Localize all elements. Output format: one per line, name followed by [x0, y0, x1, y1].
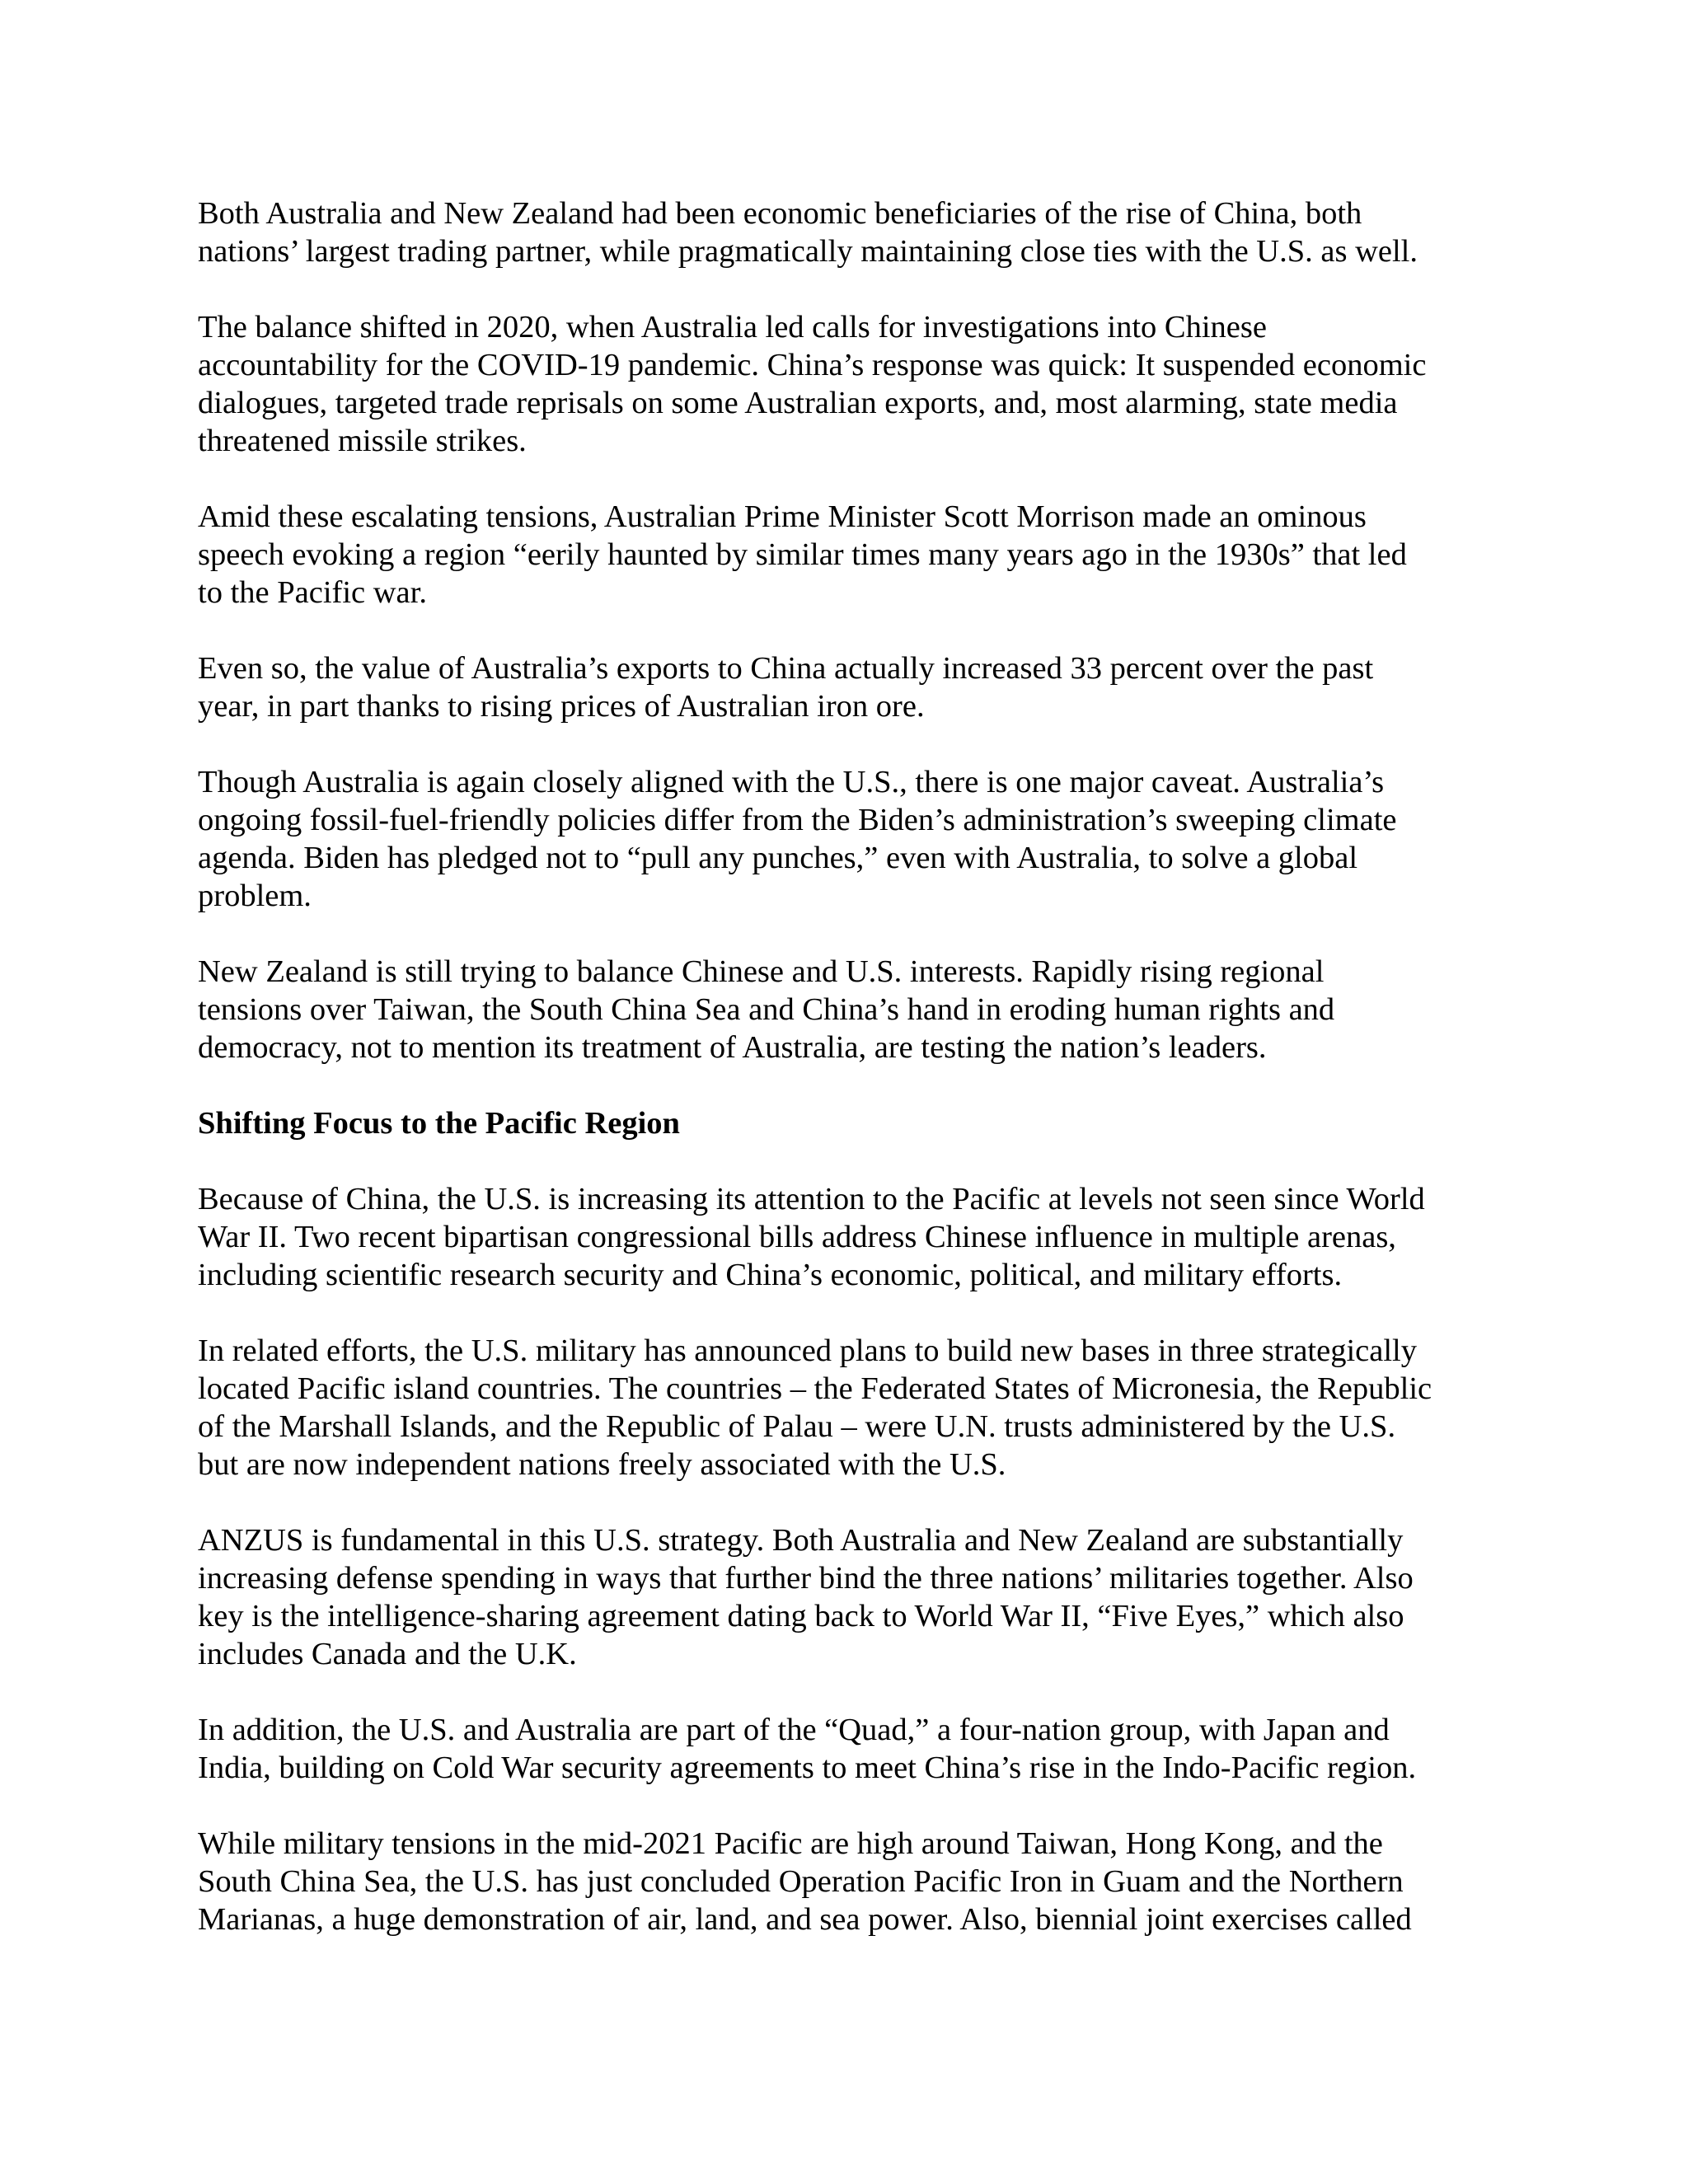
section-heading: Shifting Focus to the Pacific Region — [198, 1106, 680, 1141]
paragraph: Even so, the value of Australia’s exports to China actually increased 33 percent over the past year, in part thanks to rising prices of Australian iron ore. — [198, 651, 1374, 724]
paragraph: In related efforts, the U.S. military has announced plans to build new bases in three strategically located Pacific island countries. The countries – the Federated States of Micronesia, the Republic of the Marshall Islands, and the Republic of Palau – were U.N. trusts administered by the U.S. but are now independent nations freely associated with the U.S. — [198, 1333, 1432, 1482]
paragraph: While military tensions in the mid-2021 Pacific are high around Taiwan, Hong Kong, and the South China Sea, the U.S. has just concluded Operation Pacific Iron in Guam and the Northern Marianas, a huge demonstration of air, land, and sea power. Also, biennial joint exercises called — [198, 1826, 1412, 1937]
paragraph: ANZUS is fundamental in this U.S. strategy. Both Australia and New Zealand are substantially increasing defense spending in ways that further bind the three nations’ militaries together. Also key is the intelligence-sharing agreement dating back to World War II, “Five Eyes,” which also includes Canada and the U.K. — [198, 1523, 1414, 1671]
paragraph: The balance shifted in 2020, when Australia led calls for investigations into Chinese accountability for the COVID-19 pandemic. China’s response was quick: It suspended economic dialogues, targeted trade reprisals on some Australian exports, and, most alarming, state media threatened missile strikes. — [198, 310, 1427, 458]
paragraph: In addition, the U.S. and Australia are part of the “Quad,” a four-nation group, with Japan and India, building on Cold War security agreements to meet China’s rise in the Indo-Pacific region. — [198, 1713, 1417, 1785]
paragraph: Both Australia and New Zealand had been economic beneficiaries of the rise of China, both nations’ largest trading partner, while pragmatically maintaining close ties with the U.S. as well. — [198, 196, 1418, 269]
document-body — [198, 194, 1467, 1976]
paragraph: Though Australia is again closely aligned with the U.S., there is one major caveat. Australia’s ongoing fossil-fuel-friendly policies differ from the Biden’s administration’s sweeping climate agenda. Biden has pledged not to “pull any punches,” even with Australia, to solve a global problem. — [198, 765, 1397, 913]
paragraph: Amid these escalating tensions, Australian Prime Minister Scott Morrison made an ominous speech evoking a region “eerily haunted by similar times many years ago in the 1930s” that led to the Pacific war. — [198, 499, 1407, 610]
paragraph: New Zealand is still trying to balance Chinese and U.S. interests. Rapidly rising regional tensions over Taiwan, the South China Sea and China’s hand in eroding human rights and democracy, not to mention its treatment of Australia, are testing the nation’s leaders. — [198, 954, 1335, 1065]
paragraph: Because of China, the U.S. is increasing its attention to the Pacific at levels not seen since World War II. Two recent bipartisan congressional bills address Chinese influence in multiple arenas, including scientific research security and China’s economic, political, and military efforts. — [198, 1182, 1425, 1292]
